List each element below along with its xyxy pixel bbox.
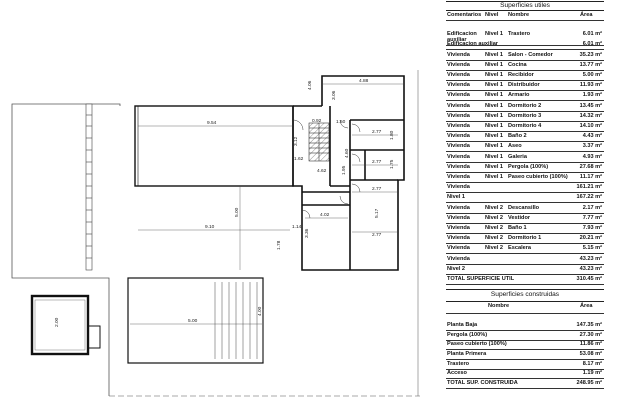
table-cell: Planta Baja xyxy=(447,322,478,329)
table-cell: 4.93 m² xyxy=(582,153,602,160)
table-cell: 6.01 m² xyxy=(582,41,602,48)
table-cell: Nivel 2 xyxy=(485,224,504,231)
table-cell: Galeria xyxy=(508,153,527,160)
table-cell: 7.77 m² xyxy=(582,214,602,221)
table-title: Superficies construidas xyxy=(490,291,560,298)
table-row xyxy=(446,61,604,71)
table-cell: 3.37 m² xyxy=(582,143,602,150)
column-header: Área xyxy=(580,11,593,18)
table-cell: 35.23 m² xyxy=(579,51,602,58)
room-salon-comedor xyxy=(135,106,293,186)
table-cell: Vivienda xyxy=(447,224,470,231)
table-cell: 27.30 m² xyxy=(579,331,602,338)
table-cell: 1.19 m² xyxy=(582,370,602,377)
table-cell: Nivel 1 xyxy=(485,71,504,78)
table-cell: Vivienda xyxy=(447,163,470,170)
table-cell: Nivel 1 xyxy=(485,61,504,68)
table-cell: 8.17 m² xyxy=(582,360,602,367)
table-cell: Dormitorio 2 xyxy=(508,102,542,109)
table-cell: 13.77 m² xyxy=(579,61,602,68)
table-cell: 5.15 m² xyxy=(582,245,602,252)
table-cell: 4.43 m² xyxy=(582,133,602,140)
table-cell: Paseo cubierto (100%) xyxy=(508,173,568,180)
dim-label: 2.77 xyxy=(372,130,382,135)
dim-label: 5.00 xyxy=(188,319,198,324)
dim-label: 2.77 xyxy=(372,160,382,165)
table-row xyxy=(446,81,604,91)
table-cell: 167.22 m² xyxy=(576,194,602,201)
table-cell: Nivel 1 xyxy=(485,173,504,180)
table-cell: 147.35 m² xyxy=(576,322,602,329)
table-cell: Nivel 1 xyxy=(485,133,504,140)
table-cell: Edificacion auxiliar xyxy=(447,30,477,43)
table-cell: Vivienda xyxy=(447,255,470,262)
table-header-row xyxy=(446,302,604,314)
table-cell: Vivienda xyxy=(447,245,470,252)
table-row xyxy=(446,40,604,50)
house-walls xyxy=(293,76,404,270)
dim-label: 9.10 xyxy=(205,225,215,230)
table-row xyxy=(446,91,604,101)
table-header-row xyxy=(446,11,604,21)
table-row xyxy=(446,101,604,111)
table-cell: 7.93 m² xyxy=(582,224,602,231)
dim-label: 3.36 xyxy=(305,228,310,238)
table-cell: Pergola (100%) xyxy=(447,331,488,338)
table-cell: Cocina xyxy=(508,61,527,68)
table-cell: 14.10 m² xyxy=(579,122,602,129)
table-cell: 1.93 m² xyxy=(582,92,602,99)
table-cell: Nivel 1 xyxy=(447,194,466,201)
table-row xyxy=(446,173,604,183)
table-cell: Salon - Comedor xyxy=(508,51,553,58)
table-cell: Planta Primera xyxy=(447,350,487,357)
table-cell: 161.21 m² xyxy=(576,184,602,191)
table-row xyxy=(446,224,604,234)
table-cell: Vivienda xyxy=(447,204,470,211)
table-cell: Vivienda xyxy=(447,143,470,150)
dim-label: 4.06 xyxy=(308,80,313,90)
dim-label: 3.06 xyxy=(332,90,337,100)
table-cell: 310.45 m² xyxy=(576,275,602,282)
plot-boundary xyxy=(12,104,120,396)
table-cell: TOTAL SUPERFICIE UTIL xyxy=(447,275,515,282)
table-row xyxy=(446,71,604,81)
table-cell: Vivienda xyxy=(447,102,470,109)
table-cell: Vivienda xyxy=(447,184,470,191)
table-cell: Pergola (100%) xyxy=(508,163,549,170)
table-cell: Dormitorio 1 xyxy=(508,235,542,242)
table-cell: Dormitorio 4 xyxy=(508,122,542,129)
table-row xyxy=(446,152,604,162)
dim-label: 4.88 xyxy=(359,79,369,84)
table-row xyxy=(446,112,604,122)
table-row xyxy=(446,214,604,224)
table-cell: 20.21 m² xyxy=(579,235,602,242)
table-cell: Descansillo xyxy=(508,204,540,211)
table-cell: 27.68 m² xyxy=(579,163,602,170)
table-cell: Armario xyxy=(508,92,530,99)
dim-label: 2.77 xyxy=(372,233,382,238)
table-cell: 13.45 m² xyxy=(579,102,602,109)
table-cell: 6.01 m² xyxy=(582,31,602,38)
dim-label: 1.62 xyxy=(294,157,304,162)
table-cell: Aseo xyxy=(508,143,522,150)
table-cell: Recibidor xyxy=(508,71,534,78)
table-cell: 11.93 m² xyxy=(579,82,602,89)
column-header: Nivel xyxy=(485,11,499,18)
dim-label: 1.95 xyxy=(342,165,347,175)
table-cell: 2.17 m² xyxy=(582,204,602,211)
table-cell: Baño 2 xyxy=(508,133,527,140)
table-cell: Nivel 1 xyxy=(485,143,504,150)
dim-label: 2.77 xyxy=(372,187,382,192)
table-cell: Trastero xyxy=(447,360,470,367)
table-cell: Vivienda xyxy=(447,51,470,58)
dim-label: 5.17 xyxy=(375,208,380,218)
table-cell: Vivienda xyxy=(447,82,470,89)
table-cell: 248.95 m² xyxy=(576,379,602,386)
table-cell: TOTAL SUP. CONSTRUIDA xyxy=(447,379,518,386)
table-cell: Vivienda xyxy=(447,61,470,68)
table-cell: Vivienda xyxy=(447,235,470,242)
table-row xyxy=(446,244,604,254)
table-cell: Nivel 2 xyxy=(485,235,504,242)
table-cell: Nivel 2 xyxy=(485,245,504,252)
table-cell: 14.32 m² xyxy=(579,112,602,119)
table-row xyxy=(446,163,604,173)
table-row xyxy=(446,265,604,275)
dim-label: 4.02 xyxy=(320,213,330,218)
dim-label: 1.50 xyxy=(336,120,346,125)
table-cell: Nivel 2 xyxy=(447,265,466,272)
table-cell: Nivel 1 xyxy=(485,102,504,109)
table-row xyxy=(446,142,604,152)
table-cell: Vestidor xyxy=(508,214,531,221)
table-cell: Acceso xyxy=(447,370,467,377)
dim-label: 9.54 xyxy=(207,121,217,126)
table-cell: Paseo cubierto (100%) xyxy=(447,341,507,348)
table-cell: Distribuidor xyxy=(508,82,540,89)
table-row xyxy=(446,203,604,213)
dim-label: 1.80 xyxy=(390,130,395,140)
table-cell: Vivienda xyxy=(447,214,470,221)
table-cell: Vivienda xyxy=(447,92,470,99)
table-cell: Nivel 1 xyxy=(485,153,504,160)
table-cell: Escalera xyxy=(508,245,532,252)
staircase xyxy=(309,123,329,161)
dim-label: 1.78 xyxy=(277,240,282,250)
column-header: Área xyxy=(580,303,593,310)
table-row xyxy=(446,275,604,285)
column-header: Nombre xyxy=(508,11,530,18)
table-cell: Edificacion auxiliar xyxy=(447,41,498,48)
dim-label: 2.00 xyxy=(55,317,60,327)
table-cell: Nivel 2 xyxy=(485,204,504,211)
dim-label: 4.60 xyxy=(345,148,350,158)
table-row xyxy=(446,254,604,264)
table-cell: 5.00 m² xyxy=(582,71,602,78)
table-cell: Vivienda xyxy=(447,71,470,78)
column-header: Nombre xyxy=(488,303,510,310)
table-row xyxy=(446,234,604,244)
table-cell: Nivel 1 xyxy=(485,122,504,129)
table-cell: Baño 1 xyxy=(508,224,527,231)
column-row-left xyxy=(86,104,92,270)
table-row xyxy=(446,183,604,193)
table-title: Superficies utiles xyxy=(500,1,550,9)
table-cell: Nivel 1 xyxy=(485,163,504,170)
table-cell: Nivel 2 xyxy=(485,214,504,221)
table-cell: Vivienda xyxy=(447,112,470,119)
trastero-annex xyxy=(88,326,100,348)
room-trastero xyxy=(32,296,88,354)
table-cell: Nivel 1 xyxy=(485,92,504,99)
table-cell: Vivienda xyxy=(447,122,470,129)
table-row xyxy=(446,50,604,60)
trastero-inner xyxy=(35,300,85,350)
table-cell: 53.08 m² xyxy=(579,350,602,357)
table-row xyxy=(446,122,604,132)
table-cell: 11.17 m² xyxy=(579,173,602,180)
table-cell: 43.23 m² xyxy=(579,265,602,272)
table-row xyxy=(446,193,604,203)
table-row xyxy=(446,132,604,142)
dim-label: 0.92 xyxy=(312,119,322,124)
table-cell: Dormitorio 3 xyxy=(508,112,542,119)
dim-label: 1.75 xyxy=(390,159,395,169)
table-cell: Vivienda xyxy=(447,153,470,160)
dim-label: 1.14 xyxy=(292,225,302,230)
table-row xyxy=(446,379,604,389)
table-cell: Trastero xyxy=(508,31,531,38)
dim-label: 4.62 xyxy=(317,169,327,174)
table-cell: 11.86 m² xyxy=(579,341,602,348)
table-cell: Nivel 1 xyxy=(485,51,504,58)
table-cell: Nivel 1 xyxy=(485,31,504,38)
table-cell: 43.23 m² xyxy=(579,255,602,262)
dim-label: 4.00 xyxy=(258,306,263,316)
table-superficies-utiles xyxy=(446,0,604,282)
pool-steps xyxy=(215,282,257,359)
table-cell: Nivel 1 xyxy=(485,82,504,89)
table-cell: Vivienda xyxy=(447,173,470,180)
column-header: Comentarios xyxy=(447,11,482,18)
dimension-lines xyxy=(130,84,404,362)
dim-label: 5.00 xyxy=(235,207,240,217)
dim-label: 3.12 xyxy=(294,136,299,146)
table-cell: Nivel 1 xyxy=(485,112,504,119)
table-cell: Vivienda xyxy=(447,133,470,140)
table-superficies-construidas xyxy=(446,289,604,389)
